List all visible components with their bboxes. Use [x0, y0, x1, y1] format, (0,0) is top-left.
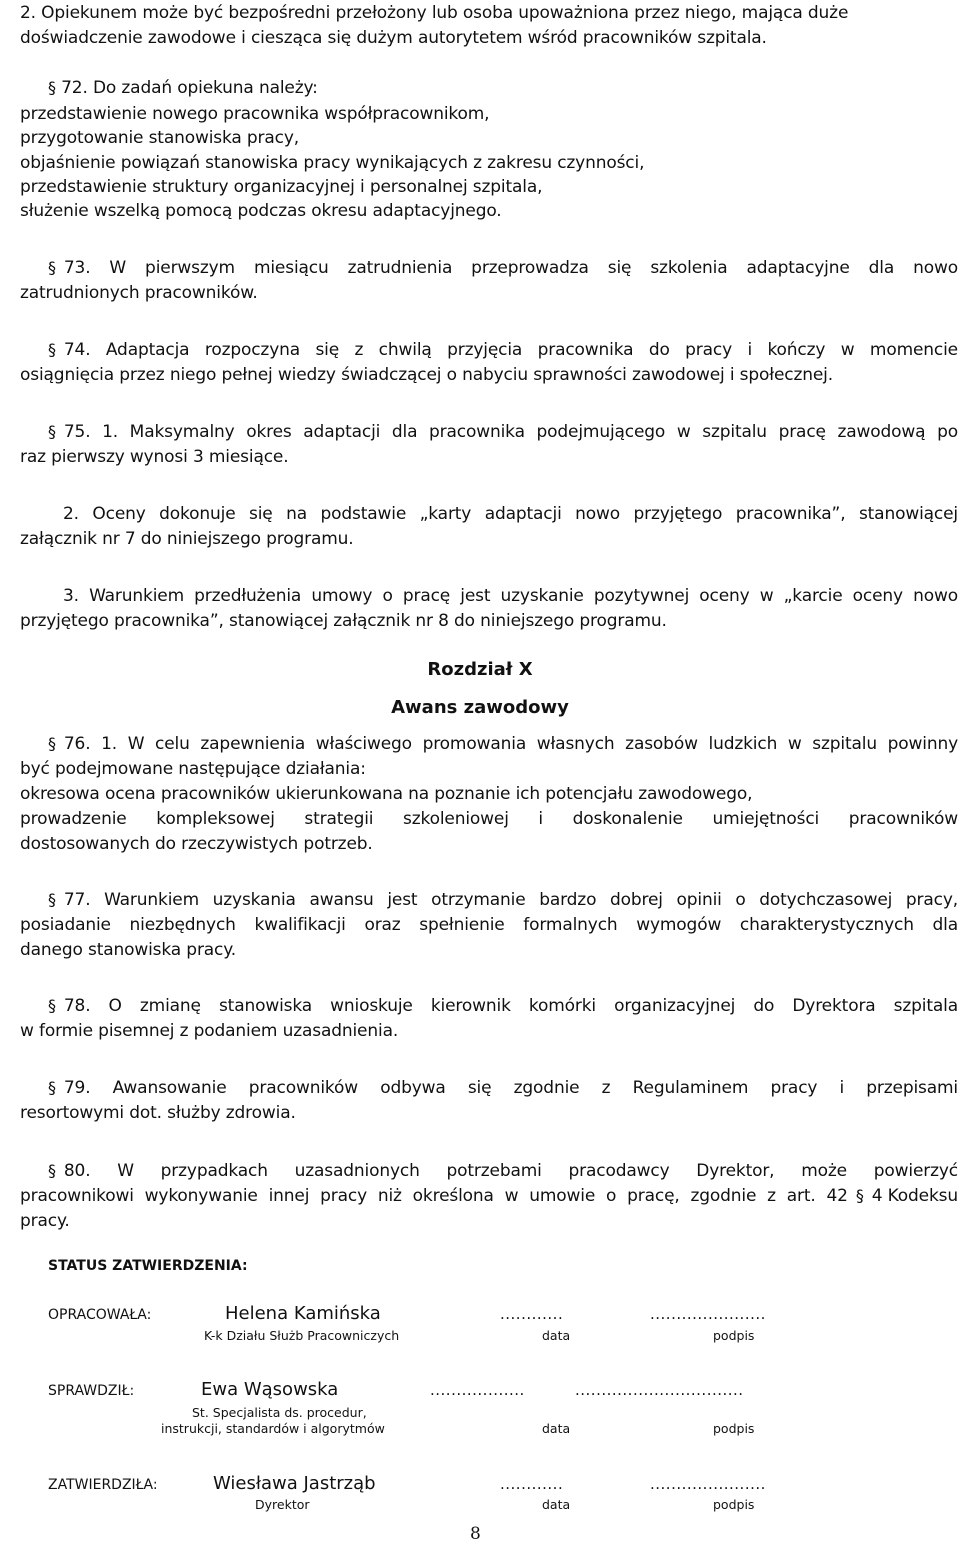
section-80-line-3: pracy.: [20, 1211, 70, 1231]
section-79-line-1: 79. Awansowanie pracowników odbywa się zgodnie z Regulaminem pracy i przepisami: [63, 1078, 958, 1098]
section-75-line-1: 75. 1. Maksymalny okres adaptacji dla pracownika podejmującego w szpitalu pracę zawodową po: [63, 422, 958, 442]
section-74-line-1: 74. Adaptacja rozpoczyna się z chwilą przyjęcia pracownika do pracy i kończy w momencie: [63, 340, 958, 360]
signature-position: K-k Działu Służb Pracowniczych: [204, 1328, 400, 1343]
section-73-line-1: 73. W pierwszym miesiącu zatrudnienia przeprowadza się szkolenia adaptacyjne dla nowo: [63, 258, 958, 278]
section-76-line-1: 76. 1. W celu zapewnienia właściwego promowania własnych zasobów ludzkich w szpitalu powinny: [63, 734, 958, 754]
date-dots: ............: [500, 1475, 564, 1493]
signature-dots: ......................: [650, 1305, 766, 1323]
section-72-line-2: przedstawienie nowego pracownika współpracownikom,: [20, 104, 490, 124]
section-75-3-line-2: przyjętego pracownika”, stanowiącej załącznik nr 8 do niniejszego programu.: [20, 611, 667, 631]
signature-name: Wiesława Jastrząb: [213, 1473, 376, 1494]
date-dots: ............: [500, 1305, 564, 1323]
section-72-line-6: służenie wszelką pomocą podczas okresu adaptacyjnego.: [20, 201, 502, 221]
section-78-line-1: 78. O zmianę stanowiska wnioskuje kierownik komórki organizacyjnej do Dyrektora szpitala: [63, 996, 958, 1016]
signature-label: podpis: [713, 1328, 755, 1343]
signature-name: Ewa Wąsowska: [201, 1379, 339, 1400]
signature-position-line-2: instrukcji, standardów i algorytmów: [161, 1421, 385, 1436]
section-sign: §: [48, 1161, 56, 1180]
chapter-heading: Rozdział X: [427, 659, 533, 680]
section-75-line-2: raz pierwszy wynosi 3 miesiące.: [20, 447, 289, 467]
section-72-line-5: przedstawienie struktury organizacyjnej i personalnej szpitala,: [20, 177, 543, 197]
section-sign: §: [48, 1078, 56, 1097]
signature-role: SPRAWDZIŁ:: [48, 1383, 135, 1399]
section-76-line-2: być podejmowane następujące działania:: [20, 759, 366, 779]
section-75-2-line-2: załącznik nr 7 do niniejszego programu.: [20, 529, 354, 549]
section-76-line-4: prowadzenie kompleksowej strategii szkoleniowej i doskonalenie umiejętności pracowników: [20, 809, 958, 829]
section-74-line-1-wrap: [48, 340, 958, 360]
date-label: data: [542, 1421, 571, 1436]
section-74-line-2: osiągnięcia przez niego pełnej wiedzy świadczącej o nabyciu sprawności zawodowej i społecznej.: [20, 365, 833, 385]
section-77-line-3: danego stanowiska pracy.: [20, 940, 236, 960]
section-79-line-1-wrap: [48, 1078, 958, 1098]
signature-dots: ......................: [650, 1475, 766, 1493]
paragraph-2-line-2: doświadczenie zawodowe i ciesząca się dużym autorytetem wśród pracowników szpitala.: [20, 28, 767, 48]
section-75-line-1-wrap: [48, 422, 958, 442]
section-sign: §: [48, 258, 56, 277]
section-72-line-4: objaśnienie powiązań stanowiska pracy wynikających z zakresu czynności,: [20, 153, 645, 173]
section-75-3-line-1: 3. Warunkiem przedłużenia umowy o pracę jest uzyskanie pozytywnej oceny w „karcie oceny nowo: [63, 586, 958, 606]
section-80-line-2-wrap: [20, 1186, 958, 1206]
section-77-line-2: posiadanie niezbędnych kwalifikacji oraz spełnienie formalnych wymogów charakterystycznych dla: [20, 915, 958, 935]
date-label: data: [542, 1328, 571, 1343]
date-label: data: [542, 1497, 571, 1512]
section-sign: §: [48, 422, 56, 441]
section-sign: §: [48, 340, 56, 359]
page-number: 8: [470, 1524, 481, 1544]
section-75-2-line-1: 2. Oceny dokonuje się na podstawie „karty adaptacji nowo przyjętego pracownika”, stanowiącej: [63, 504, 958, 524]
section-80-line-1-wrap: [48, 1161, 958, 1181]
section-80-line-1: 80. W przypadkach uzasadnionych potrzebami pracodawcy Dyrektor, może powierzyć: [63, 1161, 958, 1181]
section-79-line-2: resortowymi dot. służby zdrowia.: [20, 1103, 296, 1123]
section-sign: §: [48, 78, 56, 97]
status-title: STATUS ZATWIERDZENIA:: [48, 1258, 248, 1274]
section-72-heading: [48, 78, 318, 98]
section-sign: §: [855, 1186, 864, 1205]
signature-label: podpis: [713, 1497, 755, 1512]
section-80-line-2-end: 4 Kodeksu: [871, 1186, 958, 1206]
section-73-line-2: zatrudnionych pracowników.: [20, 283, 258, 303]
paragraph-2-line-1: 2. Opiekunem może być bezpośredni przełożony lub osoba upoważniona przez niego, mająca duże: [20, 3, 849, 23]
section-73-line-1-wrap: [48, 258, 958, 278]
signature-role: OPRACOWAŁA:: [48, 1307, 152, 1323]
section-78-line-2: w formie pisemnej z podaniem uzasadnienia.: [20, 1021, 399, 1041]
signature-name: Helena Kamińska: [225, 1303, 381, 1324]
section-72-line-1: 72. Do zadań opiekuna należy:: [61, 78, 318, 98]
section-76-line-1-wrap: [48, 734, 958, 754]
signature-label: podpis: [713, 1421, 755, 1436]
section-sign: §: [48, 734, 56, 753]
signature-dots: ................................: [575, 1381, 744, 1399]
section-sign: §: [48, 890, 56, 909]
section-sign: §: [48, 996, 56, 1015]
section-72-line-3: przygotowanie stanowiska pracy,: [20, 128, 300, 148]
signature-position: St. Specjalista ds. procedur,: [192, 1405, 367, 1420]
signature-position: Dyrektor: [255, 1497, 310, 1512]
section-77-line-1-wrap: [48, 890, 958, 910]
section-78-line-1-wrap: [48, 996, 958, 1016]
section-80-line-2: pracownikowi wykonywanie innej pracy niż określona w umowie o pracę, zgodnie z art. 42: [20, 1186, 848, 1206]
chapter-title: Awans zawodowy: [391, 697, 569, 718]
section-76-line-3: okresowa ocena pracowników ukierunkowana na poznanie ich potencjału zawodowego,: [20, 784, 753, 804]
date-dots: ..................: [430, 1381, 525, 1399]
signature-role: ZATWIERDZIŁA:: [48, 1477, 158, 1493]
section-77-line-1: 77. Warunkiem uzyskania awansu jest otrzymanie bardzo dobrej opinii o dotychczasowej pracy,: [63, 890, 958, 910]
section-76-line-5: dostosowanych do rzeczywistych potrzeb.: [20, 834, 373, 854]
